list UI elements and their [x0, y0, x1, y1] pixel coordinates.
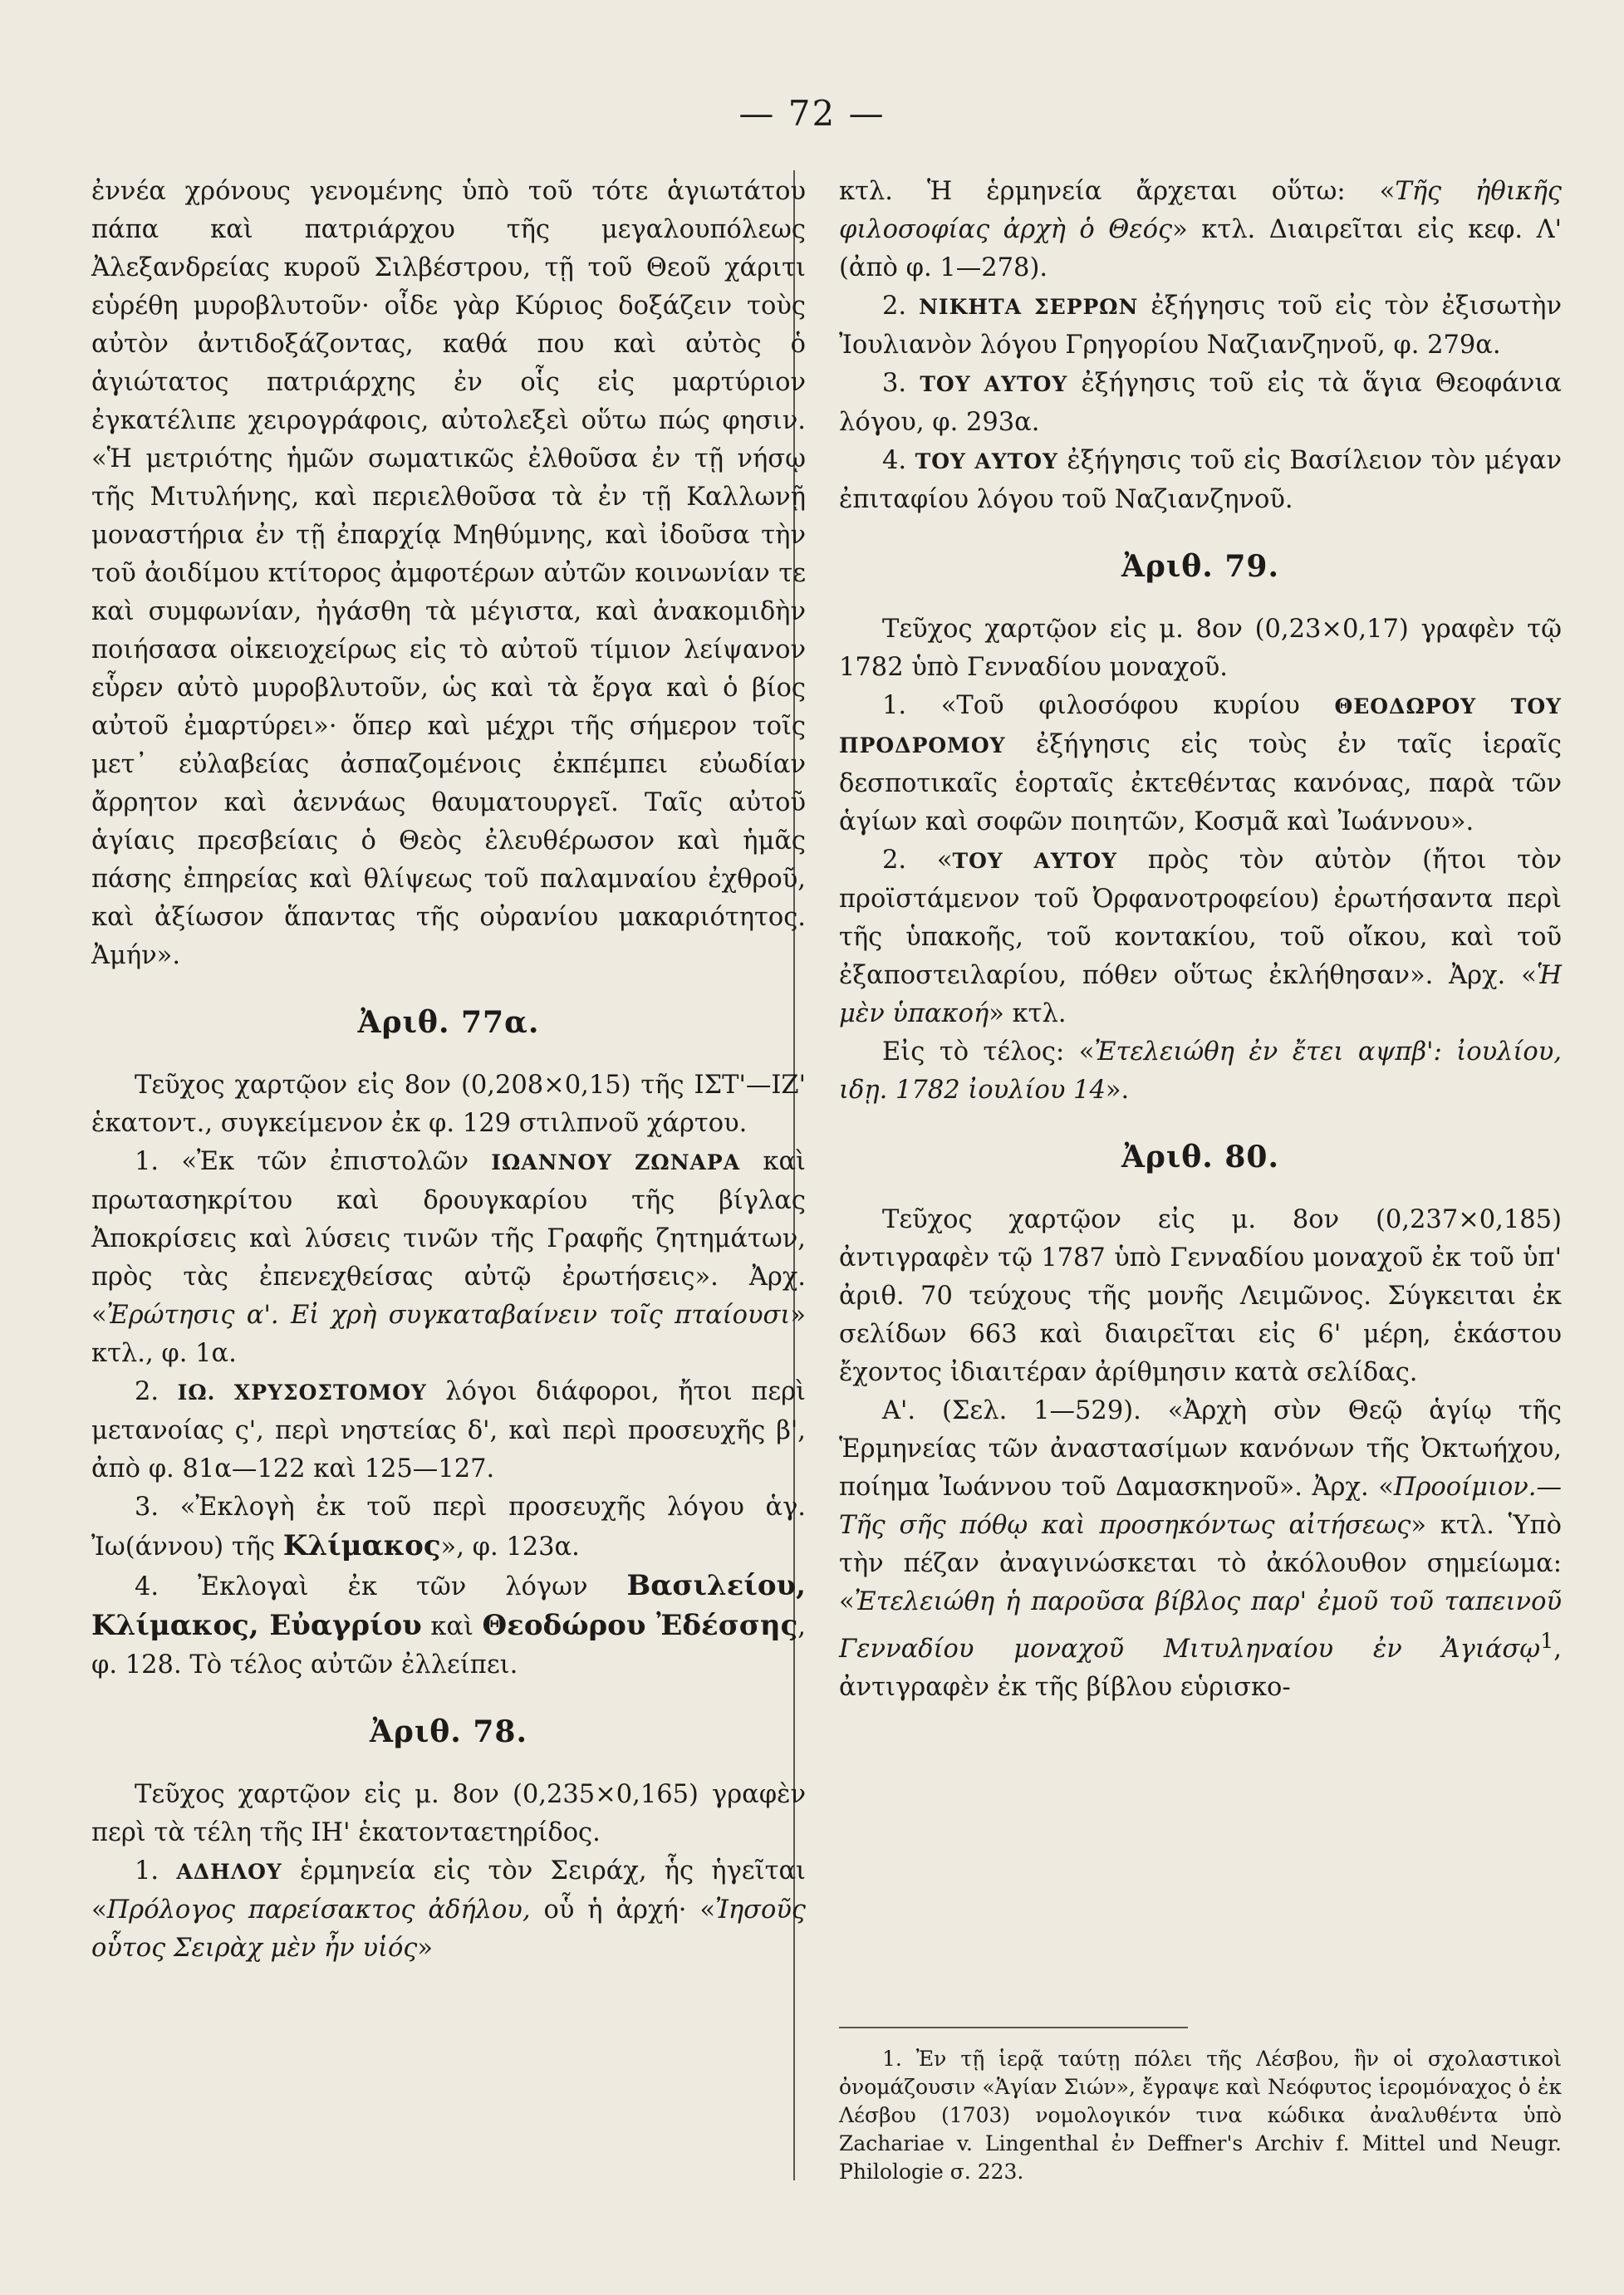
entry-77-item-4: 4. Ἐκλογαὶ ἐκ τῶν λόγων Βασιλείου, Κλίμακος, Εὐαγρίου καὶ Θεοδώρου Ἐδέσσης, φ. 128. Τὸ τέλος αὐτῶν ἐλλείπει. — [91, 1569, 806, 1680]
footnote-rule — [839, 2027, 1188, 2028]
entry-77-item-3: 3. «Ἐκλογὴ ἐκ τοῦ περὶ προσευχῆς λόγου ἁγ. Ἰω(άννου) τῆς Κλίμακος», φ. 123α. — [91, 1493, 806, 1562]
entry-78-item-2: 2. ΝΙΚΗΤΑ ΣΕΡΡΩΝ ἐξήγησις τοῦ εἰς τὸν ἐξισωτὴν Ἰουλιανὸν λόγου Γρηγορίου Ναζιανζηνοῦ, φ. 279α. — [839, 292, 1562, 360]
entry-79-colophon: Εἰς τὸ τέλος: «Ἐτελειώθη ἐν ἔτει αψπβ': ἰουλίου, ιδῃ. 1782 ἰουλίου 14». — [839, 1037, 1563, 1105]
entry-heading-79: Ἀριθ. 79. — [1121, 549, 1279, 584]
paragraph-continuation: ἐννέα χρόνους γενομένης ὑπὸ τοῦ τότε ἁγιωτάτου πάπα καὶ πατριάρχου τῆς μεγαλουπόλεως Ἀλεξανδρείας κυροῦ Σιλβέστρου, τῇ τοῦ Θεοῦ χάριτι εὑρέθη μυροβλυτοῦν· οἶδε γὰρ Κύριος δοξάζειν τοὺς αὐτὸν ἀντιδοξάζοντας, καθά που καὶ αὐτὸς ὁ ἁγιώτατος πατριάρχης ἐν οἷς εἰς μαρτύριον ἐγκατέλιπε χειρογράφοις, αὐτολεξεὶ οὕτω πώς φησιν. «Ἡ μετριότης ἡμῶν σωματικῶς ἐλθοῦσα ἐν τῇ νήσῳ τῆς Μιτυλήνης, καὶ περιελθοῦσα τὰ ἐν τῇ Καλλωνῇ μοναστήρια ἐν τῇ ἐπαρχίᾳ Μηθύμνης, καὶ ἰδοῦσα τὴν τοῦ ἀοιδίμου κτίτορος ἀμφοτέρων αὐτῶν κοινωνίαν τε καὶ συμφωνίαν, ἠγάσθη τὰ μέγιστα, καὶ ἀνακομιδὴν ποιήσασα οἰκειοχείρως εἰς τὸ αὐτοῦ τίμιον λείψανον εὗρεν αὐτὸ μυροβλυτοῦν, ὡς καὶ τὰ ἔργα καὶ ὁ βίος αὐτοῦ ἐμαρτύρει»· ὅπερ καὶ μέχρι τῆς σήμερον τοῖς μετ᾽ εὐλαβείας ἀσπαζομένοις ἐκπέμπει εὐωδίαν ἄρρητον καὶ ἀεννάως θαυματουργεῖ. Ταῖς αὐτοῦ ἁγίαις πρεσβείαις ὁ Θεὸς ἐλευθέρωσον καὶ ἡμᾶς πάσης ἐπηρείας καὶ θλίψεως τοῦ παλαμναίου ἐχθροῦ, καὶ ἀξίωσον ἅπαντας τῆς οὐρανίου μακαριότητος. Ἀμήν». — [91, 177, 806, 970]
right-column — [839, 173, 1562, 1707]
entry-79-item-2: 2. «ΤΟΥ ΑΥΤΟΥ πρὸς τὸν αὐτὸν (ἤτοι τὸν προϊστάμενον τοῦ Ὀρφανοτροφείου) ἐρωτήσαντα περὶ τῆς ὑπακοῆς, τοῦ κοντακίου, τοῦ οἴκου, καὶ τοῦ ἐξαποστειλαρίου, πόθεν οὕτως ἐκλήθησαν». Ἀρχ. «Ἡ μὲν ὑπακοή» κτλ. — [839, 846, 1562, 1028]
entry-78-item-4: 4. ΤΟΥ ΑΥΤΟΥ ἐξήγησις τοῦ εἰς Βασίλειον τὸν μέγαν ἐπιταφίου λόγου τοῦ Ναζιανζηνοῦ. — [839, 446, 1563, 514]
left-column — [91, 173, 806, 1968]
entry-78-item-1: 1. ΑΔΗΛΟΥ ἑρμηνεία εἰς τὸν Σειράχ, ἧς ἡγεῖται «Πρόλογος παρείσακτος ἀδήλου, οὗ ἡ ἀρχή· «Ἰησοῦς οὗτος Σειρὰχ μὲν ἦν υἱός» — [91, 1856, 806, 1963]
entry-77-item-1: 1. «Ἐκ τῶν ἐπιστολῶν ΙΩΑΝΝΟΥ ΖΩΝΑΡΑ καὶ πρωτασηκρίτου καὶ δρουγκαρίου τῆς βίγλας Ἀποκρίσεις καὶ λύσεις τινῶν τῆς Γραφῆς ζητημάτων, πρὸς τὰς ἐπενεχθείσας αὐτῷ ἐρωτήσεις». Ἀρχ. «Ἐρώτησις α'. Εἰ χρὴ συγκαταβαίνειν τοῖς πταίουσι» κτλ., φ. 1α. — [91, 1147, 806, 1368]
entry-heading-77: Ἀριθ. 77α. — [357, 1005, 540, 1040]
entry-77-item-2: 2. ΙΩ. ΧΡΥΣΟΣΤΟΜΟΥ λόγοι διάφοροι, ἤτοι περὶ μετανοίας ς', περὶ νηστείας δ', καὶ περὶ προσευχῆς β', ἀπὸ φ. 81α—122 καὶ 125—127. — [91, 1377, 807, 1483]
page-number: — 72 — — [738, 93, 886, 134]
entry-description-78: Τεῦχος χαρτῷον εἰς μ. 8ον (0,235×0,165) γραφὲν περὶ τὰ τέλη τῆς ΙΗ' ἑκατονταετηρίδος. — [91, 1780, 806, 1847]
entry-description-79: Τεῦχος χαρτῷον εἰς μ. 8ον (0,23×0,17) γραφὲν τῷ 1782 ὑπὸ Γενναδίου μοναχοῦ. — [839, 615, 1562, 682]
entry-80-part-a: Α'. (Σελ. 1—529). «Ἀρχὴ σὺν Θεῷ ἁγίῳ τῆς Ἑρμηνείας τῶν ἀναστασίμων κανόνων τῆς Ὀκτωήχου, ποίημα Ἰωάννου τοῦ Δαμασκηνοῦ». Ἀρχ. «Προοίμιον.— Τῆς σῆς πόθῳ καὶ προσηκόντως αἰτήσεως» κτλ. Ὑπὸ τὴν πέζαν ἀναγινώσκεται τὸ ἀκόλουθον σημείωμα: «Ἐτελειώθη ἡ παροῦσα βίβλος παρ' ἐμοῦ τοῦ ταπεινοῦ Γενναδίου μοναχοῦ Μιτυληναίου ἐν Ἀγιάσῳ$^1$, ἀντιγραφὲν ἐκ τῆς βίβλου εὑρισκο- — [839, 1396, 1562, 1703]
entry-79-item-1: 1. «Τοῦ φιλοσόφου κυρίου ΘΕΟΔΩΡΟΥ ΤΟΥ ΠΡΟΔΡΟΜΟΥ ἐξήγησις εἰς τοὺς ἐν ταῖς ἱεραῖς δεσποτικαῖς ἑορταῖς ἐκτεθέντας κανόνας, παρὰ τῶν ἁγίων καὶ σοφῶν ποιητῶν, Κοσμᾶ καὶ Ἰωάννου». — [839, 691, 1562, 836]
entry-78-continuation: κτλ. Ἡ ἑρμηνεία ἄρχεται οὕτω: «Τῆς ἠθικῆς φιλοσοφίας ἀρχὴ ὁ Θεός» κτλ. Διαιρεῖται εἰς κεφ. Λ' (ἀπὸ φ. 1—278). — [839, 177, 1563, 282]
entry-heading-78: Ἀριθ. 78. — [369, 1714, 527, 1749]
entry-heading-80: Ἀριθ. 80. — [1121, 1140, 1279, 1174]
footnote: 1. Ἐν τῇ ἱερᾷ ταύτῃ πόλει τῆς Λέσβου, ἣν οἱ σχολαστικοὶ ὀνομάζουσιν «Ἁγίαν Σιών», ἔγραψε καὶ Νεόφυτος ἱερομόναχος ὁ ἐκ Λέσβου (1703) νομολογικόν τινα κώδικα ἀναλυθέντα ὑπὸ Zachariae v. Lingenthal ἐν Deffner's Archiv f. Mittel und Neugr. Philologie σ. 223. — [839, 2047, 1562, 2184]
footnote-marker: 1 — [1540, 1628, 1554, 1653]
entry-78-item-3: 3. ΤΟΥ ΑΥΤΟΥ ἐξήγησις τοῦ εἰς τὰ ἅγια Θεοφάνια λόγου, φ. 293α. — [839, 369, 1562, 437]
entry-description-80: Τεῦχος χαρτῷον εἰς μ. 8ον (0,237×0,185) ἀντιγραφὲν τῷ 1787 ὑπὸ Γενναδίου μοναχοῦ ἐκ τοῦ ὑπ' ἀριθ. 70 τεύχους τῆς μονῆς Λειμῶνος. Σύγκειται ἐκ σελίδων 663 καὶ διαιρεῖται εἰς 6' μέρη, ἑκάστου ἔχοντος ἰδιαιτέραν ἀρίθμησιν κατὰ σελίδας. — [839, 1205, 1562, 1387]
entry-description-77: Τεῦχος χαρτῷον εἰς 8ον (0,208×0,15) τῆς ΙΣΤ'—ΙΖ' ἑκατοντ., συγκείμενον ἐκ φ. 129 στιλπνοῦ χάρτου. — [91, 1071, 806, 1138]
